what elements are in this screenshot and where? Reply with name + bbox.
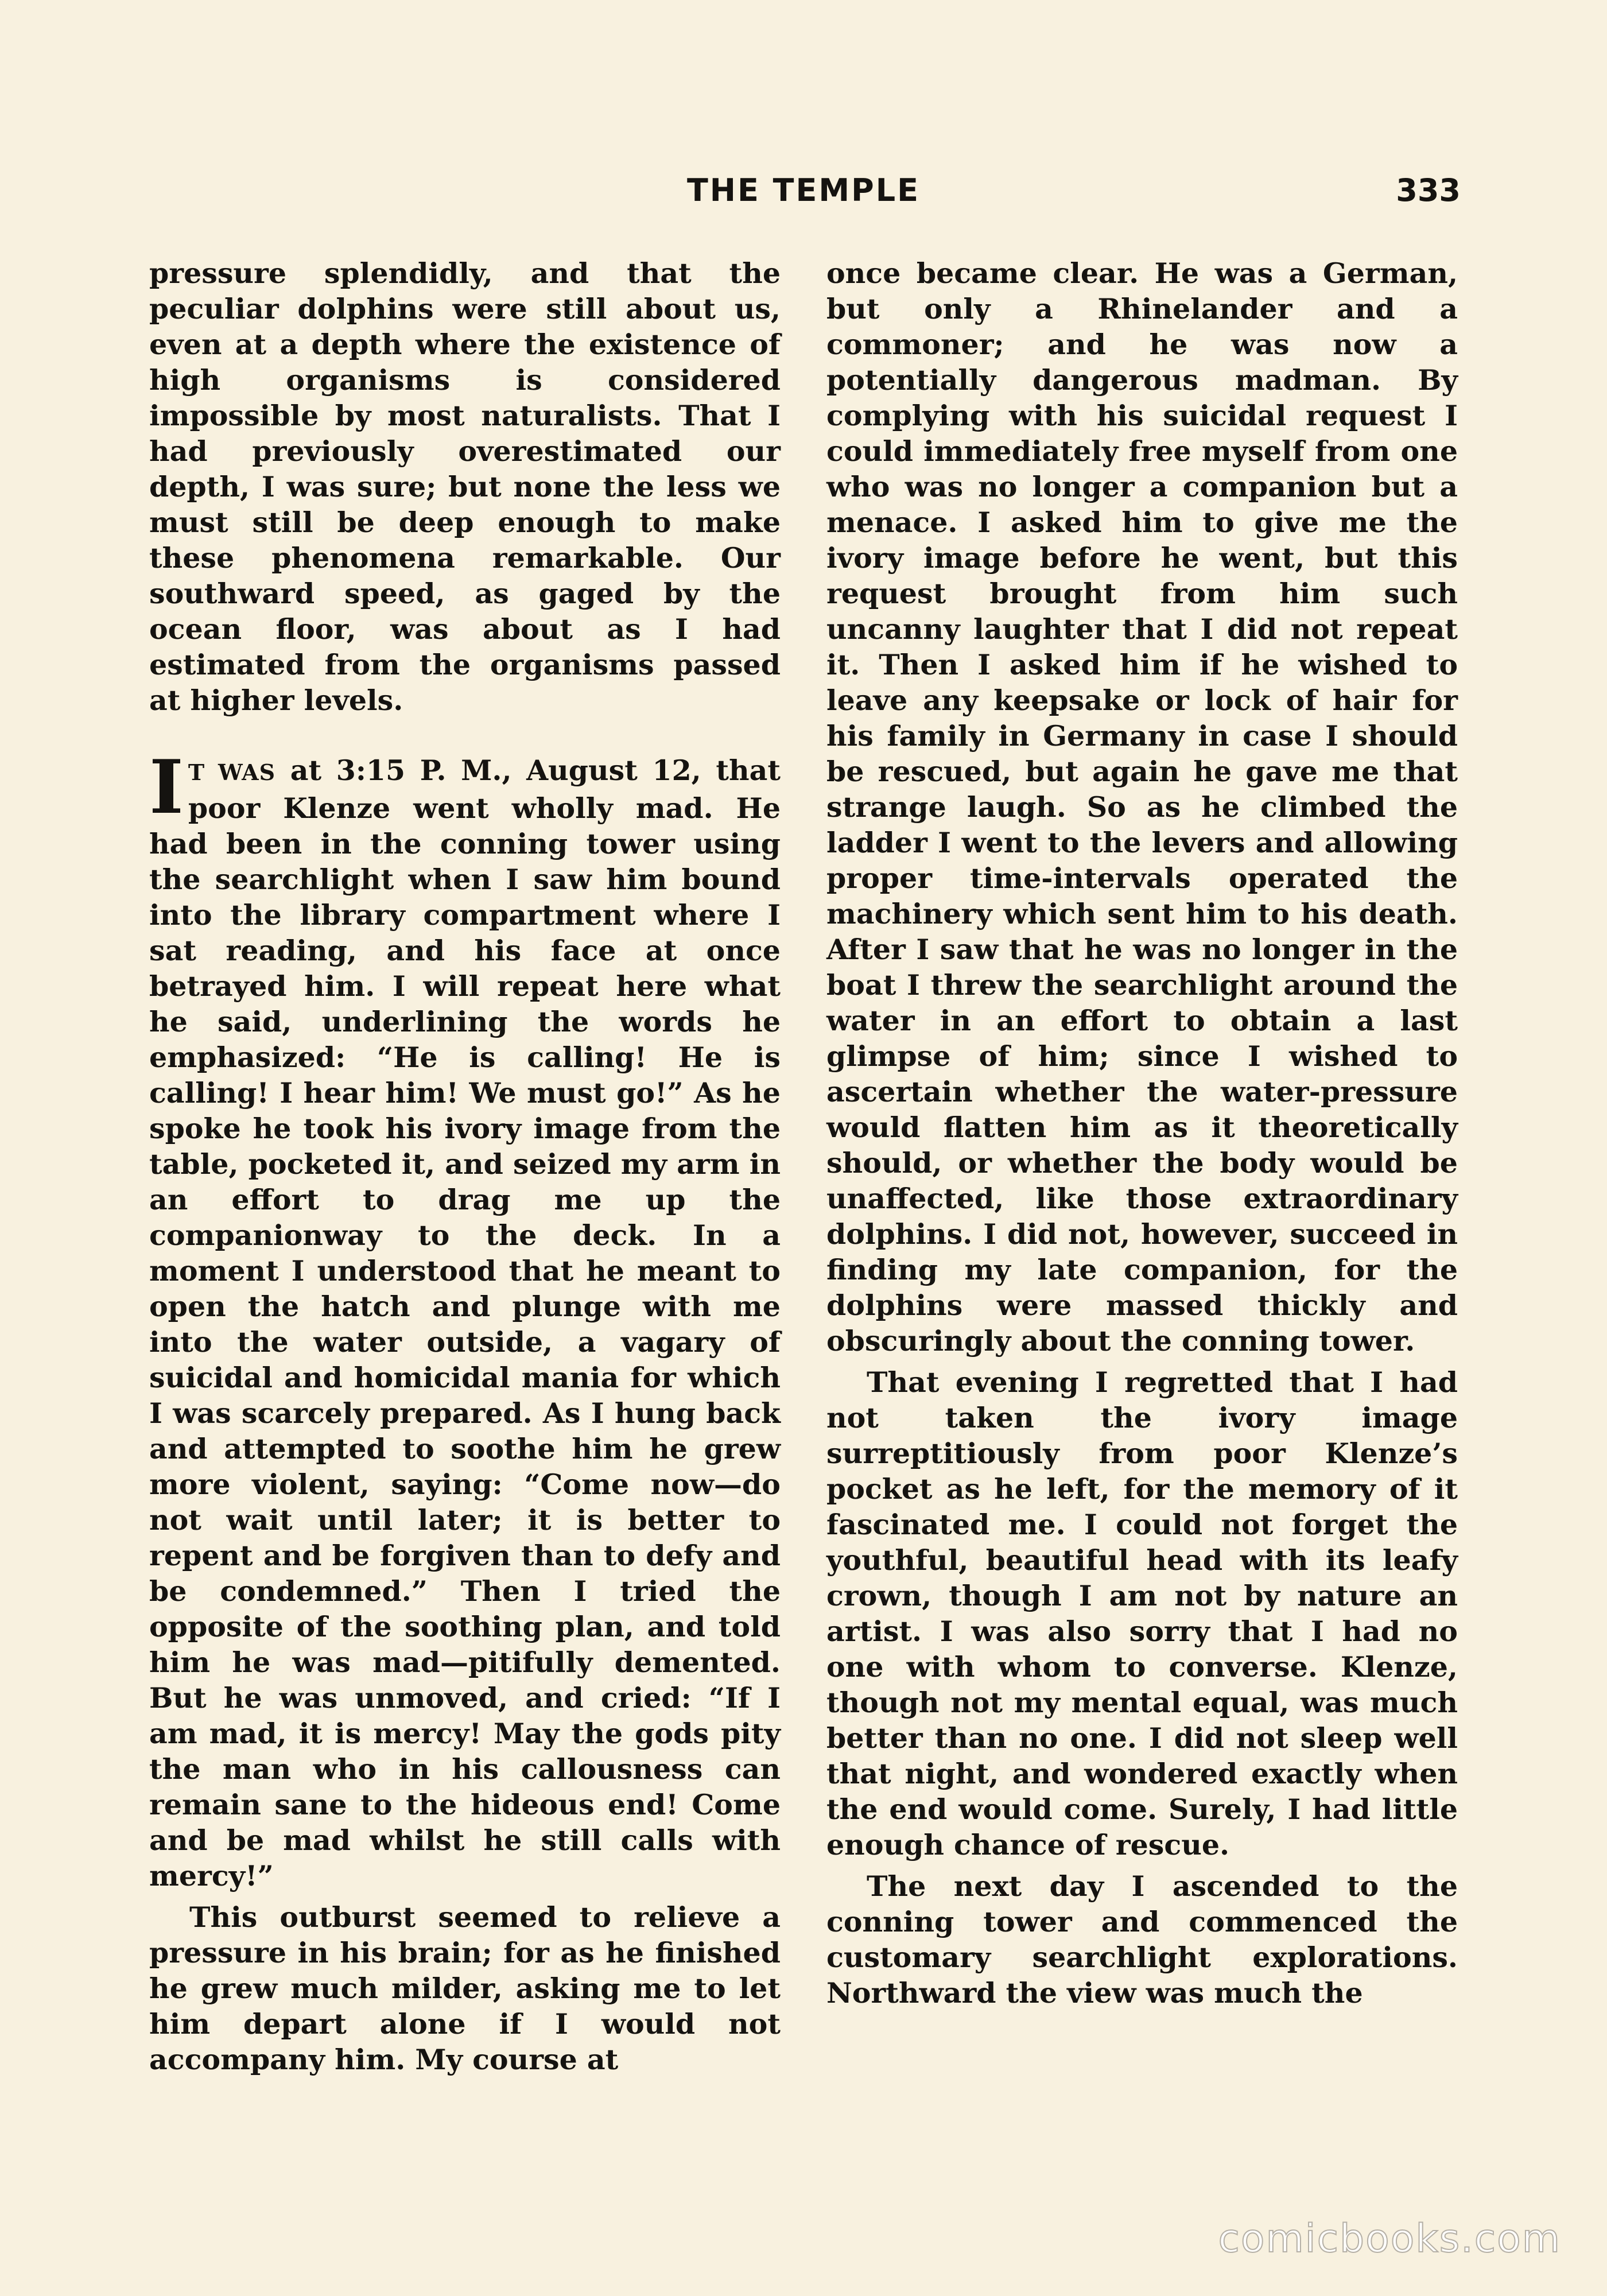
left-paragraph-2 [149,744,781,1894]
site-watermark: comicbooks.com [1218,2216,1561,2262]
drop-cap: I [149,744,184,831]
left-column [149,255,781,2077]
right-column [826,255,1458,2011]
page-number: 333 [1396,172,1461,208]
small-caps-lead: T WAS [188,759,276,785]
running-title: THE TEMPLE [686,172,921,208]
right-paragraph-3: The next day I ascended to the conning tower and commenced the customary searchlight explorations. Northward the view was much the [826,1870,1458,2010]
right-paragraph-2: That evening I regretted that I had not taken the ivory image surreptitiously from poor Klenze’s pocket as he left, for the memory of it fascinated me. I could not forget the youthful, beautiful head with its leafy crown, though I am not by nature an artist. I was also sorry that I had no one with whom to converse. Klenze, though not my mental equal, was much better than no one. I did not sleep well that night, and wondered exactly when the end would come. Surely, I had little enough chance of rescue. [826,1366,1458,1861]
right-paragraph-1: once became clear. He was a German, but only a Rhinelander and a commoner; and he was now a potentially dangerous madman. By complying with his suicidal request I could immediately free myself from one who was no longer a companion but a menace. I asked him to give me the ivory image before he went, but this request brought from him such uncanny laughter that I did not repeat it. Then I asked him if he wished to leave any keepsake or lock of hair for his family in Germany in case I should be rescued, but again he gave me that strange laugh. So as he climbed the ladder I went to the levers and allowing proper time-intervals operated the machinery which sent him to his death. After I saw that he was no longer in the boat I threw the searchlight around the water in an effort to obtain a last glimpse of him; since I wished to ascertain whether the water-pressure would flatten him as it theoretically should, or whether the body would be unaffected, like those extraordinary dolphins. I did not, however, succeed in finding my late companion, for the dolphins were massed thickly and obscuringly about the conning tower. [826,257,1458,1358]
left-paragraph-3: This outburst seemed to relieve a pressure in his brain; for as he finished he grew much milder, asking me to let him depart alone if I would not accompany him. My course at [149,1901,781,2076]
running-head [146,172,1461,218]
left-paragraph-2-text: at 3:15 P. M., August 12, that poor Klenze went wholly mad. He had been in the conning tower using the searchlight when I saw him bound into the library compartment where I sat reading, and his face at once betrayed him. I will repeat here what he said, underlining the words he emphasized: “He is calling! He is calling! I hear him! We must go!” As he spoke he took his ivory image from the table, pocketed it, and seized my arm in an effort to drag me up the companionway to the deck. In a moment I understood that he meant to open the hatch and plunge with me into the water outside, a vagary of suicidal and homicidal mania for which I was scarcely prepared. As I hung back and attempted to soothe him he grew more violent, saying: “Come now—do not wait until later; it is better to repent and be forgiven than to defy and be condemned.” Then I tried the opposite of the soothing plan, and told him he was mad—pitifully demented. But he was unmoved, and cried: “If I am mad, it is mercy! May the gods pity the man who in his callousness can remain sane to the hideous end! Come and be mad whilst he still calls with mercy!” [149,754,781,1892]
left-paragraph-1: pressure splendidly, and that the peculiar dolphins were still about us, even at a depth where the existence of high organisms is considered impossible by most naturalists. That I had previously overestimated our depth, I was sure; but none the less we must still be deep enough to make these phenomena remarkable. Our southward speed, as gaged by the ocean floor, was about as I had estimated from the organisms passed at higher levels. [149,257,781,717]
